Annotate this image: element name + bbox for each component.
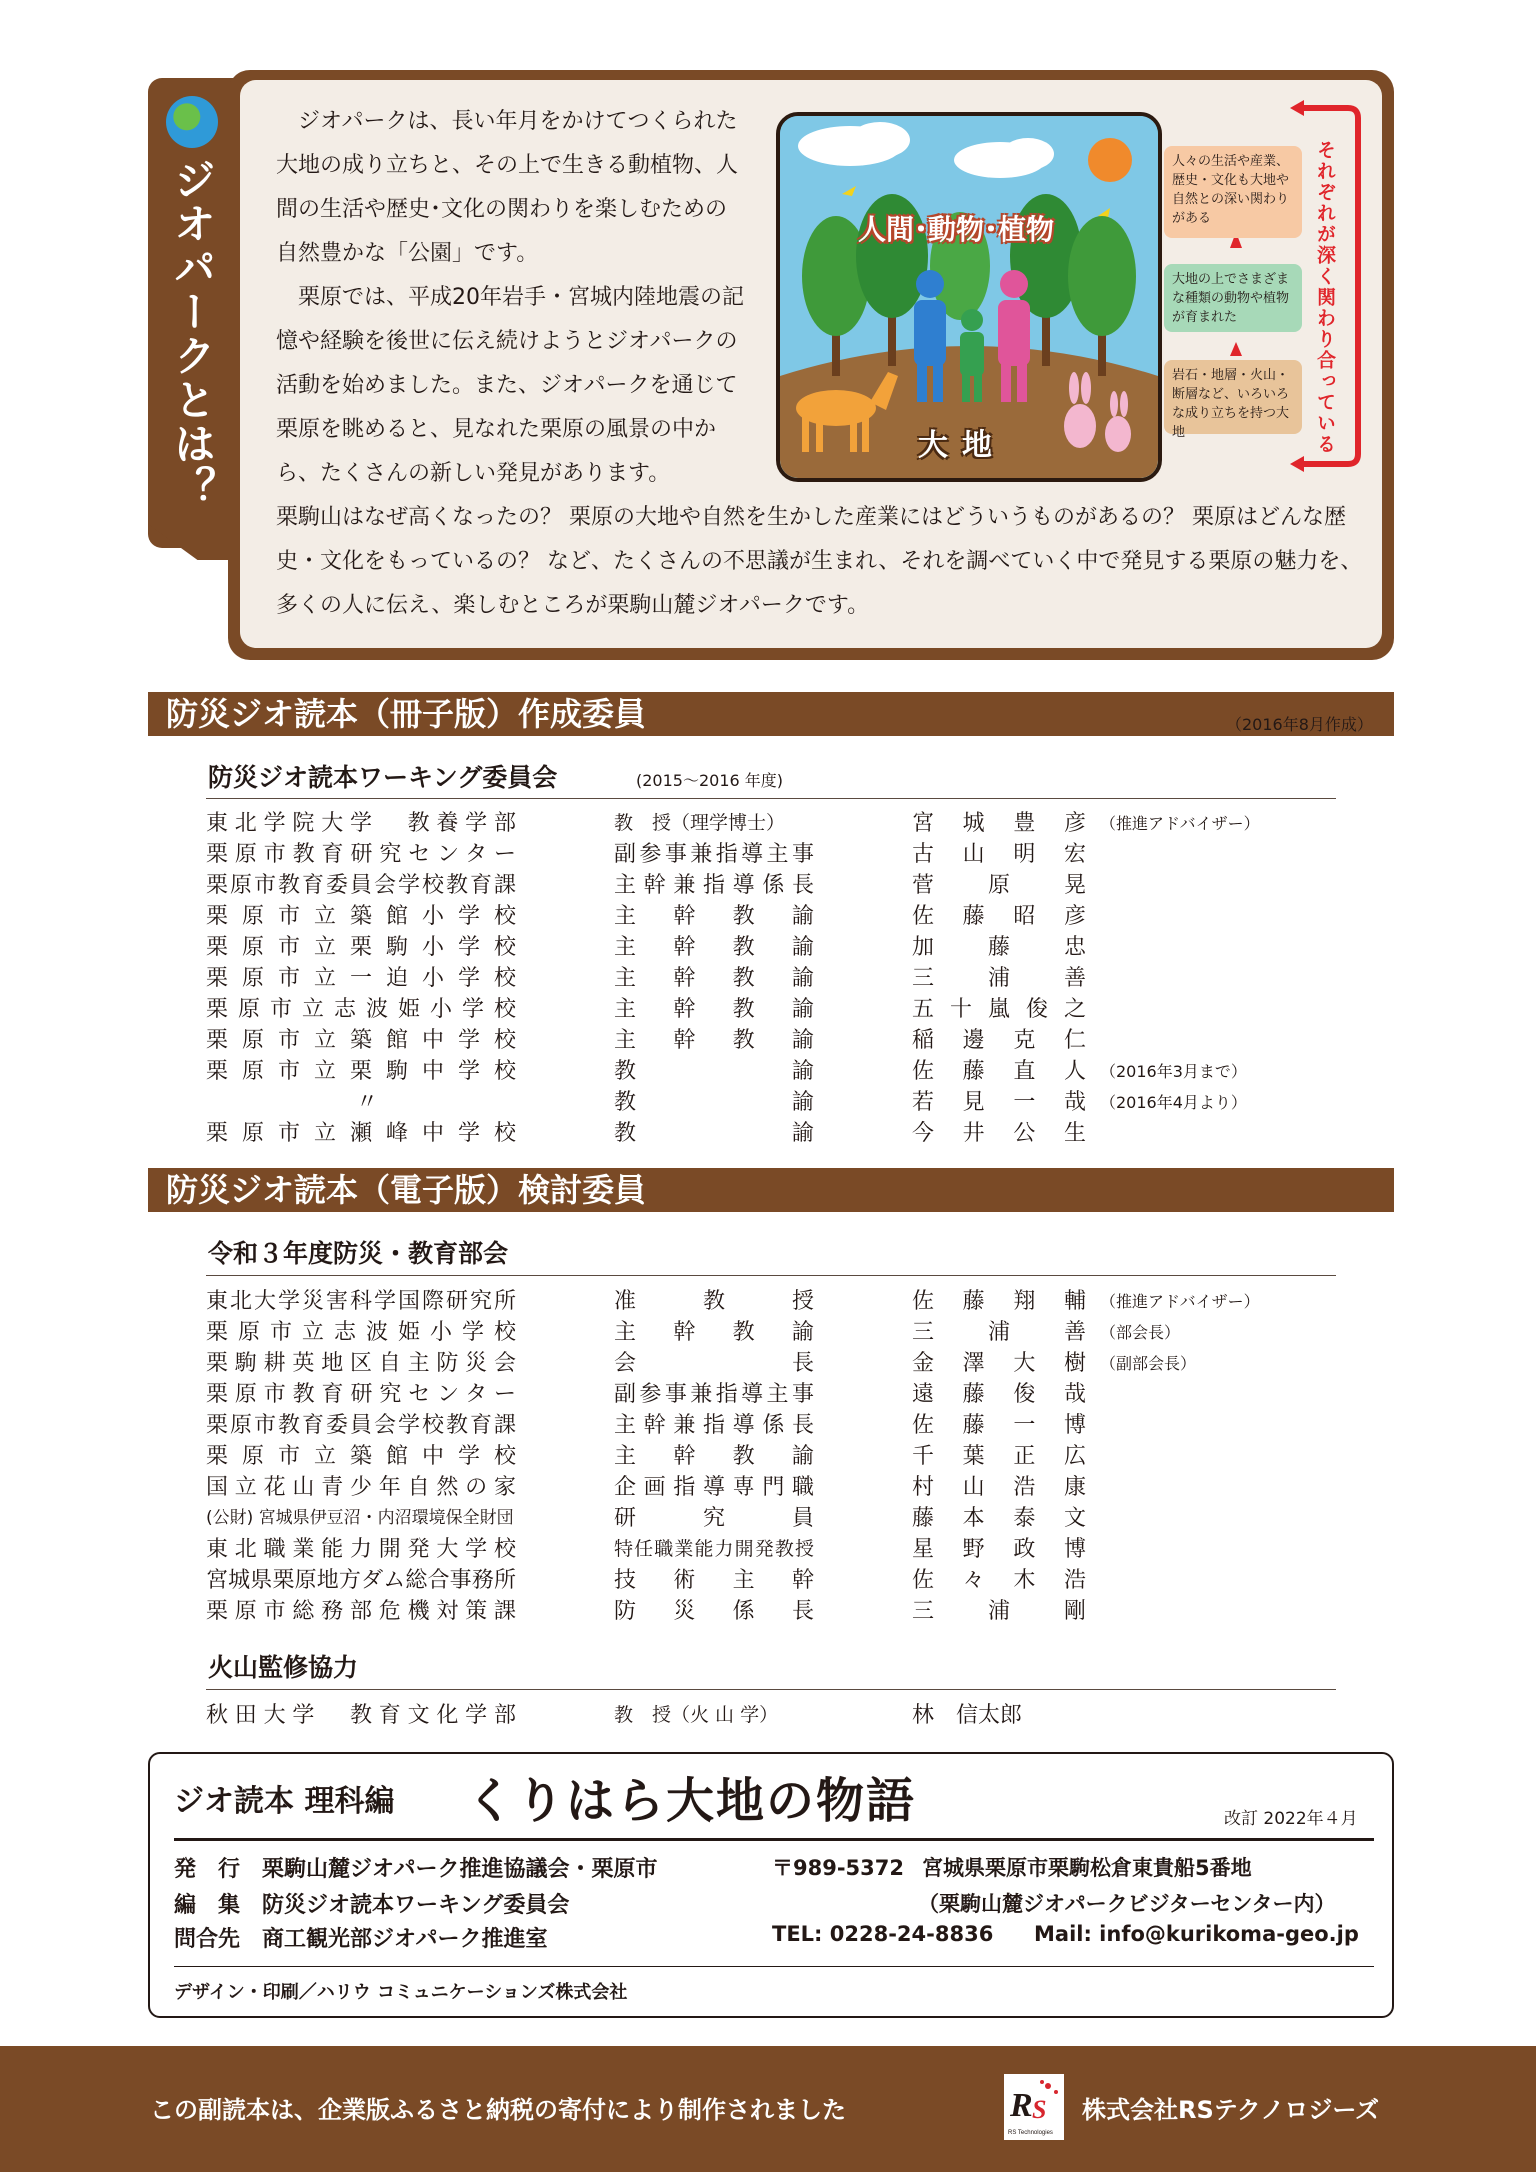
member-position: 主幹教諭 — [614, 1028, 814, 1053]
intro-paragraph-3: 栗駒山はなぜ高くなったの？ 栗原の大地や自然を生かした産業にはどういうものがあるの？ 栗原はどんな歴史・文化をもっているの？ など、たくさんの不思議が生まれ、それを調べていく中で発見する栗原の魅力を、多くの人に伝え、楽しむところが栗駒山麓ジオパークです。 — [276, 505, 1363, 618]
member-name: 若見一哉 — [912, 1090, 1086, 1115]
member-name: 佐藤直人 — [912, 1059, 1086, 1084]
divider — [174, 1966, 1374, 1967]
member-row — [206, 1118, 1336, 1149]
member-name: 菅原晃 — [912, 873, 1086, 898]
colophon-revised-date: 改訂 2022年４月 — [1224, 1809, 1358, 1829]
member-note: （副部会長） — [1100, 1354, 1197, 1373]
member-org: 栗原市教育委員会学校教育課 — [206, 1413, 516, 1438]
member-row — [206, 1410, 1336, 1441]
info-box-culture: 人々の生活や産業、歴史・文化も大地や自然との深い関わりがある — [1164, 146, 1302, 238]
member-row — [206, 1056, 1336, 1087]
member-name: 千葉正広 — [912, 1444, 1086, 1469]
member-position: 技術主幹 — [614, 1568, 814, 1593]
postal-code: 〒989-5372 — [772, 1856, 904, 1880]
member-name: 宮城豊彦 — [912, 811, 1086, 836]
member-row — [206, 1348, 1336, 1379]
publisher-value: 栗駒山麓ジオパーク推進協議会・栗原市 — [262, 1857, 658, 1882]
member-name: 加藤忠 — [912, 935, 1086, 960]
member-row — [206, 1025, 1336, 1056]
building-name: （栗駒山麓ジオパークビジターセンター内） — [918, 1892, 1336, 1916]
info-box-nature: 大地の上でさまざまな種類の動物や植物が育まれた — [1164, 264, 1302, 332]
member-org: 東北大学災害科学国際研究所 — [206, 1289, 516, 1314]
member-row — [206, 901, 1336, 932]
member-position: 企画指導専門職 — [614, 1475, 814, 1500]
member-position: 教諭 — [614, 1121, 814, 1146]
member-position: 教諭 — [614, 1090, 814, 1115]
member-row — [206, 963, 1336, 994]
section1-date: （2016年8月作成） — [1226, 715, 1373, 734]
member-position: 副参事兼指導主事 — [614, 1382, 814, 1407]
working-committee-title: 防災ジオ読本ワーキング委員会 — [208, 763, 558, 792]
member-position: 教 授（理学博士） — [614, 812, 786, 834]
member-name: 古山明宏 — [912, 842, 1086, 867]
member-row — [206, 932, 1336, 963]
member-org: 栗原市立瀬峰中学校 — [206, 1121, 516, 1146]
footer-company-name: 株式会社RSテクノロジーズ — [1082, 2096, 1380, 2124]
email-address: Mail: info@kurikoma-geo.jp — [1034, 1922, 1359, 1946]
colophon-contact — [174, 1922, 548, 1953]
member-name: 藤本泰文 — [912, 1506, 1086, 1531]
member-note: （2016年3月まで） — [1100, 1062, 1247, 1081]
intro-paragraph-1: ジオパークは、長い年月をかけてつくられた大地の成り立ちと、その上で生きる動植物、人間の生活や歴史･文化の関わりを楽しむための自然豊かな「公園」です。 — [276, 109, 739, 266]
working-committee-years: (2015～2016 年度) — [636, 771, 784, 790]
member-org: 宮城県栗原地方ダム総合事務所 — [206, 1568, 516, 1593]
member-row — [206, 1441, 1336, 1472]
member-name: 三浦善 — [912, 1320, 1086, 1345]
street-address: 宮城県栗原市栗駒松倉東貴船5番地 — [922, 1856, 1252, 1880]
design-credit: デザイン・印刷／ハリウ コミュニケーションズ株式会社 — [174, 1982, 628, 2003]
member-position: 主幹兼指導係長 — [614, 873, 814, 898]
contact-value: 商工観光部ジオパーク推進室 — [262, 1927, 548, 1952]
section2-title: 防災ジオ読本（電子版）検討委員 — [166, 1171, 647, 1209]
editor-label: 編 集 — [174, 1893, 241, 1918]
member-row — [206, 1286, 1336, 1317]
member-row — [206, 808, 1336, 839]
member-position: 教諭 — [614, 1059, 814, 1084]
member-position: 主幹兼指導係長 — [614, 1413, 814, 1438]
member-org: (公財) 宮城県伊豆沼・内沼環境保全財団 — [206, 1508, 514, 1528]
illustration-people-label: 人間･動物･植物 — [858, 213, 1055, 246]
member-name: 稲邊克仁 — [912, 1028, 1086, 1053]
intro-paragraph-2: 栗原では、平成20年岩手・宮城内陸地震の記憶や経験を後世に伝え続けようとジオパークの活動を始めました。また、ジオパークを通じて栗原を眺めると、見なれた栗原の風景の中から、たくさんの新しい発見があります。 — [276, 285, 744, 486]
member-org: 栗原市立築館中学校 — [206, 1444, 516, 1469]
member-org: 栗原市立志波姫小学校 — [206, 1320, 516, 1345]
editor-value: 防災ジオ読本ワーキング委員会 — [262, 1893, 570, 1918]
member-org: 栗原市立栗駒小学校 — [206, 935, 516, 960]
member-org: 栗原市立志波姫小学校 — [206, 997, 516, 1022]
member-name: 三浦善 — [912, 966, 1086, 991]
member-row — [206, 1472, 1336, 1503]
colophon-title: くりはら大地の物語 — [466, 1773, 917, 1829]
member-org: 栗原市立一迫小学校 — [206, 966, 516, 991]
member-row — [206, 839, 1336, 870]
member-org: 東北学院大学 教養学部 — [206, 811, 516, 836]
member-row — [206, 1596, 1336, 1627]
section1-title: 防災ジオ読本（冊子版）作成委員 — [166, 695, 647, 733]
colophon-series: ジオ読本 理科編 — [174, 1784, 395, 1819]
member-name: 佐藤昭彦 — [912, 904, 1086, 929]
member-name: 金澤大樹 — [912, 1351, 1086, 1376]
member-row — [206, 1565, 1336, 1596]
member-org: 栗原市総務部危機対策課 — [206, 1599, 516, 1624]
member-org: 栗駒耕英地区自主防災会 — [206, 1351, 516, 1376]
member-position: 会長 — [614, 1351, 814, 1376]
svg-text:S: S — [1032, 2095, 1047, 2124]
phone-number: TEL: 0228-24-8836 — [772, 1922, 994, 1946]
member-position: 研究員 — [614, 1506, 814, 1531]
rs-technologies-logo-icon — [1004, 2074, 1064, 2140]
member-org: 栗原市立築館小学校 — [206, 904, 516, 929]
colophon-publisher — [174, 1852, 658, 1883]
member-name: 村山浩康 — [912, 1475, 1086, 1500]
member-position: 主幹教諭 — [614, 1320, 814, 1345]
member-name: 星野政博 — [912, 1537, 1086, 1562]
member-position: 副参事兼指導主事 — [614, 842, 814, 867]
member-row — [206, 1534, 1336, 1565]
member-org: 国立花山青少年自然の家 — [206, 1475, 516, 1500]
contact-label: 問合先 — [174, 1927, 241, 1952]
member-org: 栗原市立築館中学校 — [206, 1028, 516, 1053]
member-name: 遠藤俊哉 — [912, 1382, 1086, 1407]
divider — [206, 1275, 1336, 1276]
member-name: 佐藤一博 — [912, 1413, 1086, 1438]
divider — [206, 798, 1336, 799]
member-position: 特任職業能力開発教授 — [614, 1538, 814, 1560]
member-org: 秋田大学 教育文化学部 — [206, 1703, 516, 1728]
member-org: 栗原市立栗駒中学校 — [206, 1059, 516, 1084]
member-org: 栗原市教育研究センター — [206, 842, 516, 867]
member-position: 主幹教諭 — [614, 1444, 814, 1469]
svg-text:R: R — [1010, 2087, 1033, 2124]
member-position: 主幹教諭 — [614, 997, 814, 1022]
info-box-earth: 岩石・地層・火山・断層など、いろいろな成り立ちを持つ大地 — [1164, 360, 1302, 434]
member-name: 三浦剛 — [912, 1599, 1086, 1624]
member-row — [206, 1317, 1336, 1348]
member-name: 佐藤翔輔 — [912, 1289, 1086, 1314]
member-row — [206, 1700, 1336, 1731]
member-name: 林 信太郎 — [912, 1703, 1023, 1728]
education-committee-title: 令和３年度防災・教育部会 — [208, 1239, 509, 1268]
divider — [206, 1689, 1336, 1690]
member-name: 佐々木浩 — [912, 1568, 1086, 1593]
member-org: 〃 — [356, 1090, 379, 1115]
member-position: 准教授 — [614, 1289, 814, 1314]
colophon-editor — [174, 1888, 569, 1919]
member-row — [206, 870, 1336, 901]
volcano-supervision-title: 火山監修協力 — [208, 1653, 359, 1682]
member-org: 栗原市教育研究センター — [206, 1382, 516, 1407]
member-row — [206, 1087, 1336, 1118]
member-row — [206, 1503, 1336, 1534]
member-org: 東北職業能力開発大学校 — [206, 1537, 516, 1562]
relation-label: それぞれが深く関わり合っている — [1314, 140, 1336, 455]
rs-logo-caption: RS Technologies — [1008, 2130, 1053, 2136]
member-note: （2016年4月より） — [1100, 1093, 1247, 1112]
member-row — [206, 994, 1336, 1025]
member-position: 主幹教諭 — [614, 966, 814, 991]
member-note: （部会長） — [1100, 1323, 1181, 1342]
member-note: （推進アドバイザー） — [1100, 814, 1260, 833]
member-position: 防災係長 — [614, 1599, 814, 1624]
publisher-label: 発 行 — [174, 1857, 241, 1882]
member-position: 主幹教諭 — [614, 935, 814, 960]
member-name: 五十嵐俊之 — [912, 997, 1086, 1022]
divider — [174, 1838, 1374, 1841]
member-position: 教 授（火 山 学） — [614, 1704, 779, 1726]
member-org: 栗原市教育委員会学校教育課 — [206, 873, 516, 898]
member-position: 主幹教諭 — [614, 904, 814, 929]
sun — [1088, 138, 1132, 182]
illustration-earth-label: 大地 — [918, 428, 1006, 463]
member-note: （推進アドバイザー） — [1100, 1292, 1260, 1311]
globe-icon — [166, 96, 218, 148]
member-row — [206, 1379, 1336, 1410]
member-name: 今井公生 — [912, 1121, 1086, 1146]
intro-title: ジオパークとは？ — [168, 158, 217, 510]
footer-donation-note: この副読本は、企業版ふるさと納税の寄付により制作されました — [150, 2096, 846, 2124]
